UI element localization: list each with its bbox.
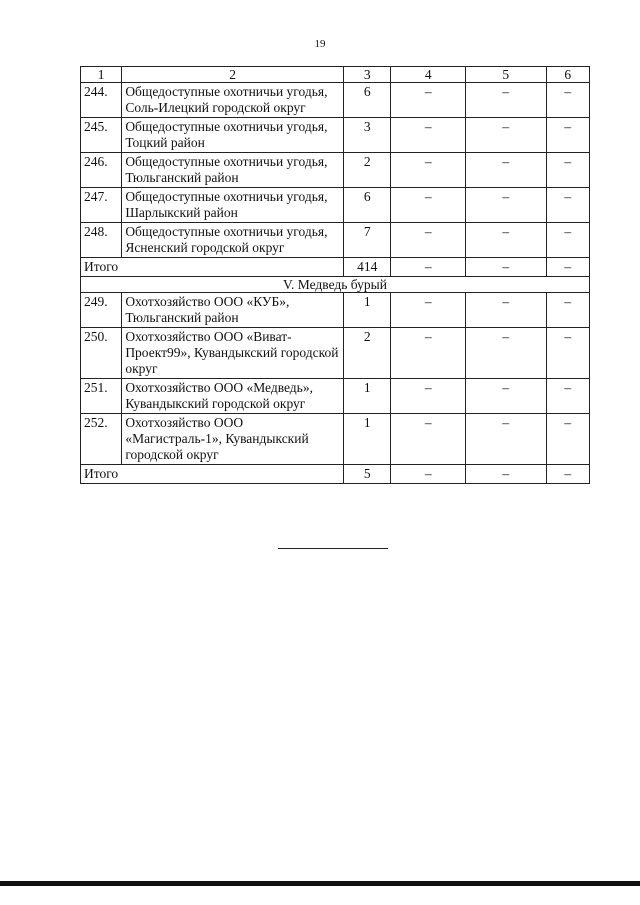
header-col-1: 1 <box>81 67 122 83</box>
quota-value: 6 <box>344 188 391 223</box>
hunting-ground-name: Общедоступные охотничьи угодья, Шарлыкский район <box>122 188 344 223</box>
col-6-value: – <box>546 328 589 379</box>
col-4-value: – <box>391 188 466 223</box>
col-5-value: – <box>465 83 546 118</box>
total-label: Итого <box>81 258 344 277</box>
quota-value: 3 <box>344 118 391 153</box>
row-number: 251. <box>81 379 122 414</box>
total-col-5-value: – <box>465 465 546 484</box>
end-of-document-line <box>278 548 388 549</box>
row-number: 244. <box>81 83 122 118</box>
total-row <box>81 465 590 484</box>
col-4-value: – <box>391 223 466 258</box>
table-row <box>81 293 590 328</box>
col-4-value: – <box>391 153 466 188</box>
quota-value: 1 <box>344 414 391 465</box>
table-row <box>81 414 590 465</box>
table-row <box>81 223 590 258</box>
hunting-ground-name: Общедоступные охотничьи угодья, Тоцкий район <box>122 118 344 153</box>
col-4-value: – <box>391 328 466 379</box>
quota-value: 2 <box>344 153 391 188</box>
total-row <box>81 258 590 277</box>
col-4-value: – <box>391 293 466 328</box>
section-title: V. Медведь бурый <box>81 277 590 293</box>
col-6-value: – <box>546 293 589 328</box>
hunting-ground-name: Охотхозяйство ООО «КУБ», Тюльганский район <box>122 293 344 328</box>
table-row <box>81 328 590 379</box>
quota-value: 1 <box>344 379 391 414</box>
header-col-3: 3 <box>344 67 391 83</box>
section-row <box>81 277 590 293</box>
col-6-value: – <box>546 83 589 118</box>
col-5-value: – <box>465 293 546 328</box>
col-6-value: – <box>546 379 589 414</box>
total-col-4-value: – <box>391 465 466 484</box>
col-6-value: – <box>546 118 589 153</box>
total-quota-value: 5 <box>344 465 391 484</box>
row-number: 246. <box>81 153 122 188</box>
header-col-4: 4 <box>391 67 466 83</box>
table-row <box>81 379 590 414</box>
table-row <box>81 118 590 153</box>
row-number: 247. <box>81 188 122 223</box>
total-label: Итого <box>81 465 344 484</box>
row-number: 249. <box>81 293 122 328</box>
table-row <box>81 153 590 188</box>
hunting-ground-name: Охотхозяйство ООО «Виват-Проект99», Кувандыкский городской округ <box>122 328 344 379</box>
col-5-value: – <box>465 118 546 153</box>
col-5-value: – <box>465 379 546 414</box>
hunting-ground-name: Общедоступные охотничьи угодья, Ясненский городской округ <box>122 223 344 258</box>
total-col-4-value: – <box>391 258 466 277</box>
row-number: 245. <box>81 118 122 153</box>
game-quota-table <box>80 66 590 484</box>
col-6-value: – <box>546 188 589 223</box>
total-col-5-value: – <box>465 258 546 277</box>
page-number: 19 <box>314 38 326 50</box>
quota-value: 7 <box>344 223 391 258</box>
quota-value: 1 <box>344 293 391 328</box>
header-col-5: 5 <box>465 67 546 83</box>
quota-value: 2 <box>344 328 391 379</box>
col-5-value: – <box>465 328 546 379</box>
scan-edge-bar <box>0 881 640 886</box>
col-6-value: – <box>546 153 589 188</box>
quota-value: 6 <box>344 83 391 118</box>
table-row <box>81 83 590 118</box>
header-col-2: 2 <box>122 67 344 83</box>
col-6-value: – <box>546 414 589 465</box>
hunting-ground-name: Охотхозяйство ООО «Медведь», Кувандыкский городской округ <box>122 379 344 414</box>
row-number: 248. <box>81 223 122 258</box>
col-6-value: – <box>546 223 589 258</box>
col-4-value: – <box>391 118 466 153</box>
hunting-ground-name: Общедоступные охотничьи угодья, Соль-Илецкий городской округ <box>122 83 344 118</box>
col-4-value: – <box>391 379 466 414</box>
row-number: 252. <box>81 414 122 465</box>
table-header-row <box>81 67 590 83</box>
total-col-6-value: – <box>546 465 589 484</box>
hunting-ground-name: Общедоступные охотничьи угодья, Тюльганский район <box>122 153 344 188</box>
total-quota-value: 414 <box>344 258 391 277</box>
col-4-value: – <box>391 414 466 465</box>
header-col-6: 6 <box>546 67 589 83</box>
hunting-ground-name: Охотхозяйство ООО «Магистраль-1», Кувандыкский городской округ <box>122 414 344 465</box>
col-4-value: – <box>391 83 466 118</box>
col-5-value: – <box>465 223 546 258</box>
col-5-value: – <box>465 153 546 188</box>
col-5-value: – <box>465 188 546 223</box>
col-5-value: – <box>465 414 546 465</box>
row-number: 250. <box>81 328 122 379</box>
total-col-6-value: – <box>546 258 589 277</box>
table-row <box>81 188 590 223</box>
